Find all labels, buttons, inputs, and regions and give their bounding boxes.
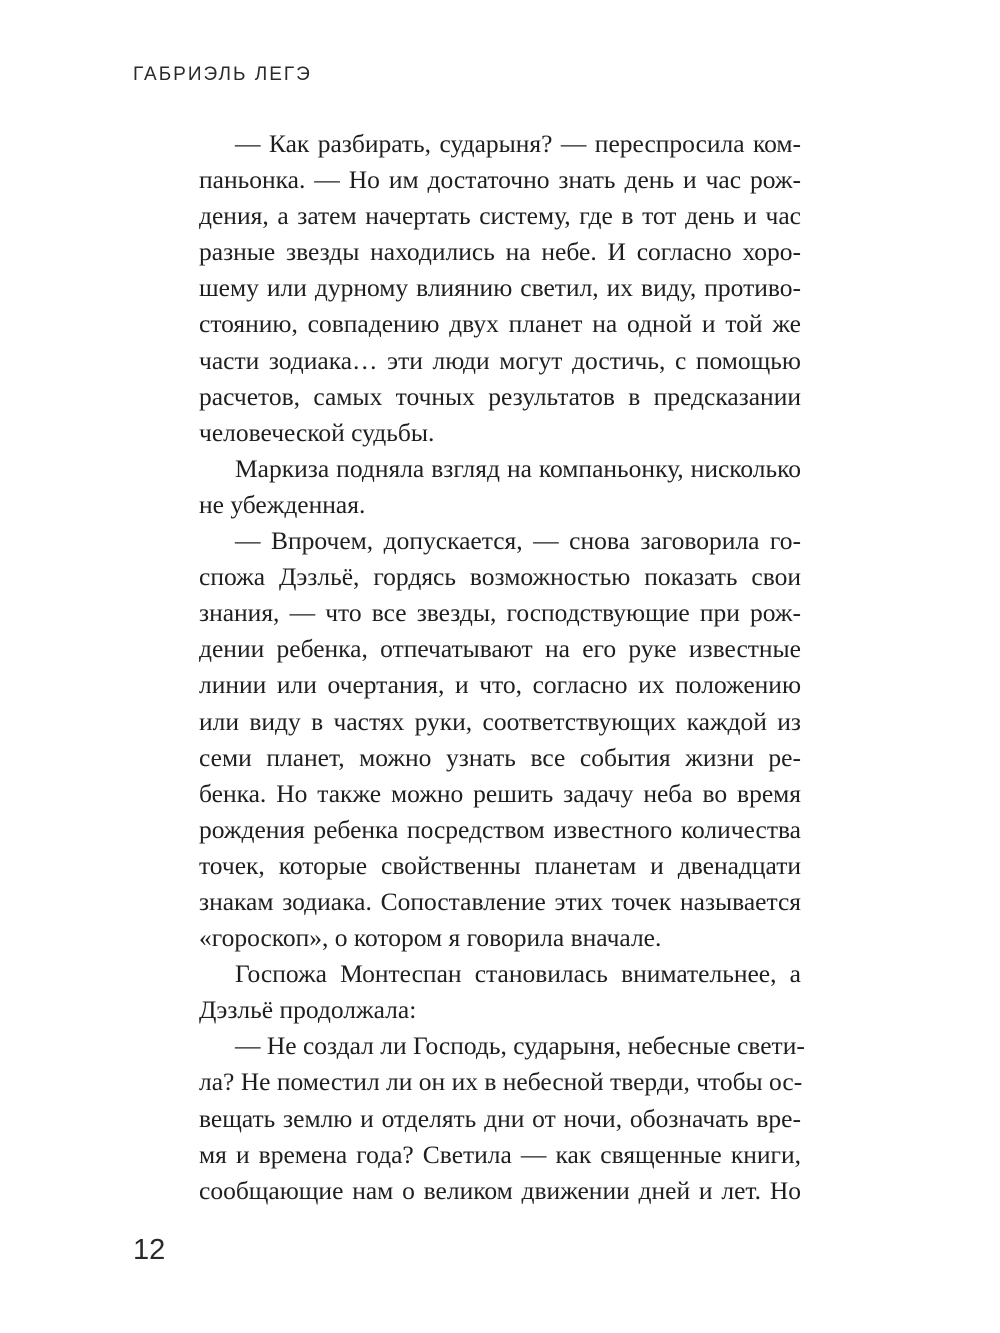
text-line: знакам зодиака. Сопоставление этих точек называется: [199, 886, 801, 916]
text-line: Госпожа Монтеспан становилась внимательнее, а: [235, 959, 801, 989]
text-line: сообщающие нам о великом движении дней и лет. Но: [199, 1175, 801, 1205]
text-line: Маркиза подняла взгляд на компаньонку, нисколько: [235, 453, 801, 483]
text-line: шему или дурному влиянию светил, их виду, противо-: [199, 273, 801, 303]
text-line: бенка. Но также можно решить задачу неба во время: [199, 778, 801, 808]
text-line: Дэзльё продолжала:: [199, 995, 417, 1025]
text-line: семи планет, можно узнать все события жизни ре-: [199, 742, 801, 772]
text-line: дении ребенка, отпечатывают на его руке известные: [199, 634, 801, 664]
page-number: 12: [133, 1234, 166, 1266]
text-line: разные звезды находились на небе. И согласно хоро-: [199, 237, 801, 267]
text-line: мя и времена года? Светила — как священные книги,: [199, 1139, 801, 1169]
text-line: точек, которые свойственны планетам и двенадцати: [199, 850, 801, 880]
text-line: рождения ребенка посредством известного количества: [199, 814, 801, 844]
text-line: паньонка. — Но им достаточно знать день и час рож-: [199, 165, 801, 195]
text-line: — Как разбирать, сударыня? — переспросила ком-: [235, 129, 801, 158]
text-line: линии или очертания, и что, согласно их положению: [199, 670, 801, 700]
text-line: расчетов, самых точных результатов в предсказании: [199, 381, 801, 411]
text-line: — Впрочем, допускается, — снова заговорила го-: [235, 526, 801, 556]
text-line: «гороскоп», о котором я говорила вначале.: [199, 923, 662, 953]
text-line: или виду в частях руки, соответствующих каждой из: [199, 706, 801, 736]
text-line: — Не создал ли Господь, сударыня, небесные свети-: [235, 1031, 805, 1061]
text-line: части зодиака… эти люди могут достичь, с помощью: [199, 345, 801, 375]
text-line: вещать землю и отделять дни от ночи, обозначать вре-: [199, 1103, 801, 1133]
text-line: не убежденная.: [199, 489, 366, 519]
text-line: ла? Не поместил ли он их в небесной тверди, чтобы ос-: [199, 1067, 803, 1097]
text-line: стоянию, совпадению двух планет на одной и той же: [199, 309, 801, 339]
running-head: ГАБРИЭЛЬ ЛЕГЭ: [133, 64, 312, 85]
text-line: знания, — что все звезды, господствующие при рож-: [199, 598, 801, 628]
text-line: человеческой судьбы.: [199, 417, 435, 447]
text-line: дения, а затем начертать систему, где в тот день и час: [199, 201, 801, 231]
text-line: спожа Дэзльё, гордясь возможностью показать свои: [199, 562, 801, 592]
body-text: [199, 126, 805, 1209]
